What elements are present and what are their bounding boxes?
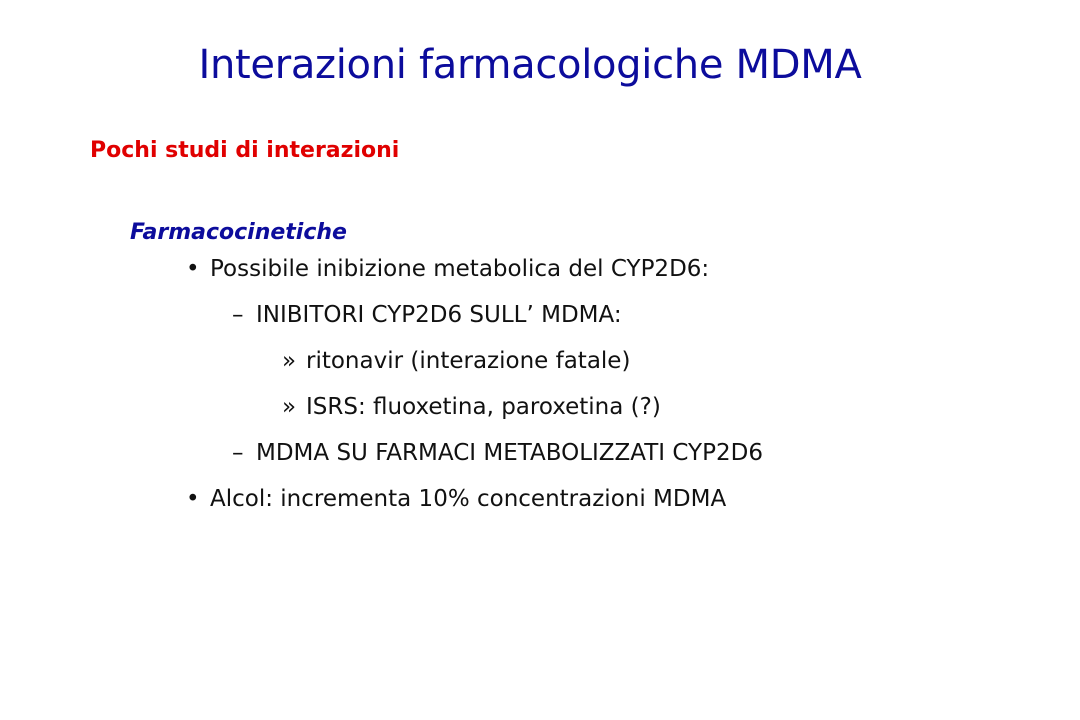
bullet-item [186, 256, 709, 282]
bullet-marker: • [186, 256, 200, 282]
sub-sub-item [282, 348, 630, 374]
bullet-marker: • [186, 486, 200, 512]
sub-sub-item-text: ISRS: fluoxetina, paroxetina (?) [306, 394, 661, 420]
sub-item-text: MDMA SU FARMACI METABOLIZZATI CYP2D6 [256, 440, 763, 466]
sub-sub-item-text: ritonavir (interazione fatale) [306, 348, 631, 374]
dash-marker: – [232, 440, 244, 466]
bullet-text: Alcol: incrementa 10% concentrazioni MDMA [210, 486, 727, 512]
bullet-item [186, 486, 726, 512]
bullet-text: Possibile inibizione metabolica del CYP2D6: [210, 256, 710, 282]
guillemet-marker: » [282, 394, 297, 420]
slide-title: Interazioni farmacologiche MDMA [198, 42, 862, 88]
section-heading: Farmacocinetiche [130, 220, 347, 245]
sub-sub-item [282, 394, 661, 420]
sub-item-text: INIBITORI CYP2D6 SULL’ MDMA: [256, 302, 622, 328]
slide-subtitle: Pochi studi di interazioni [90, 138, 400, 163]
sub-item [232, 302, 622, 328]
sub-item [232, 440, 763, 466]
guillemet-marker: » [282, 348, 297, 374]
dash-marker: – [232, 302, 244, 328]
